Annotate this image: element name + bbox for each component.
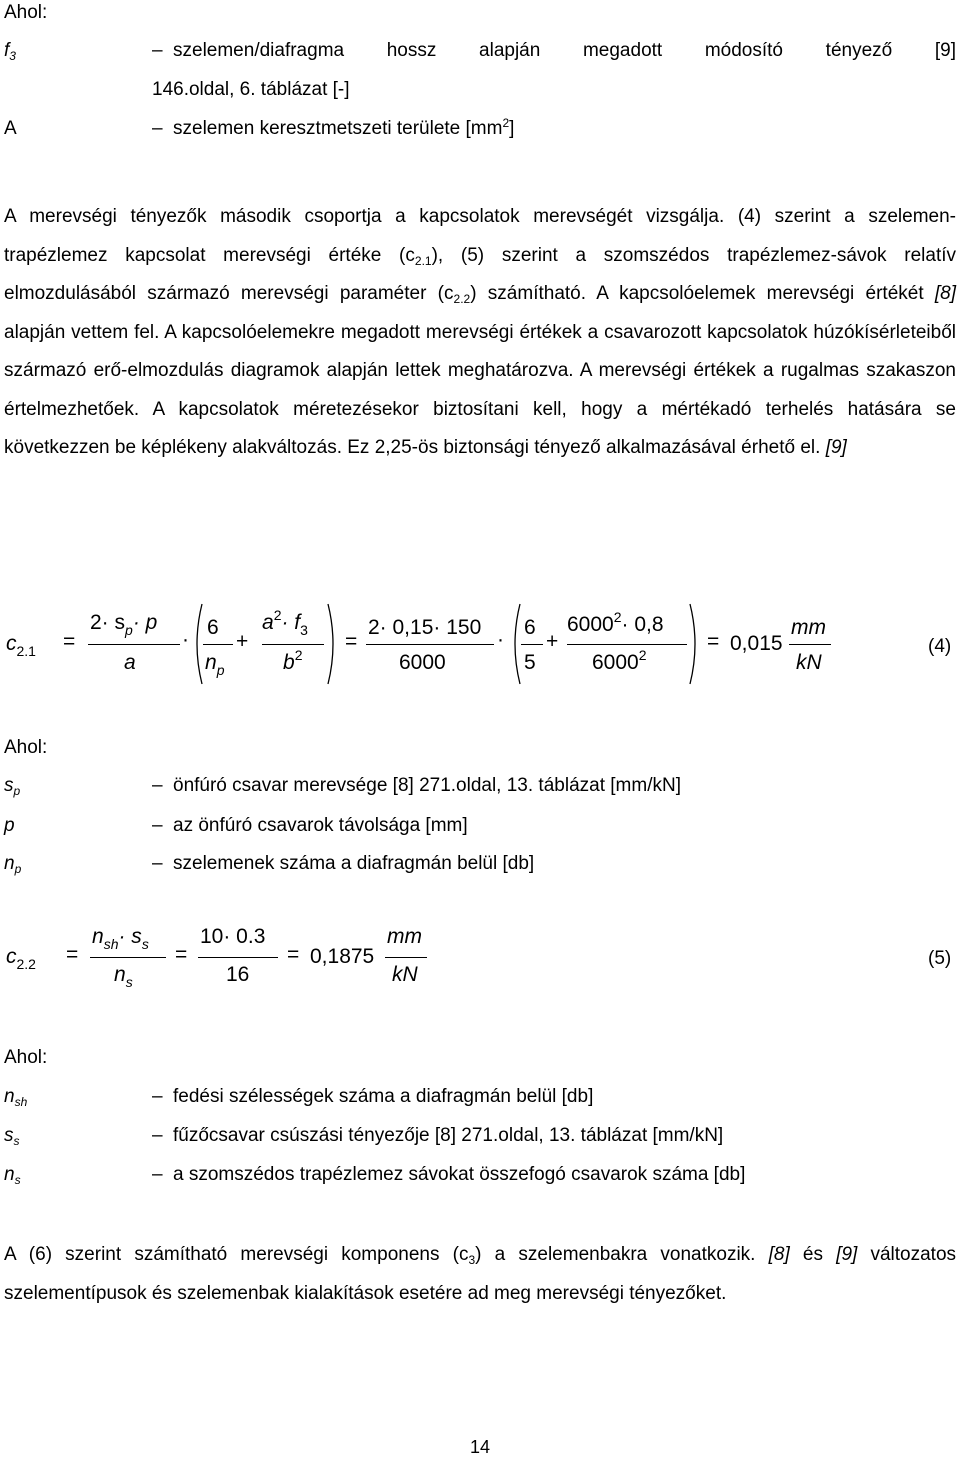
eq4-a2f3: $a^2\cdot f_3$ [262, 607, 308, 638]
eq4-fraction-bar-3 [262, 644, 324, 645]
eq4-b2: $b^2$ [283, 647, 303, 674]
ns-description: a szomszédos trapézlemez sávokat összefogó csavarok száma [db] [173, 1164, 746, 1185]
eq4-plus: + [236, 630, 249, 653]
ahol-label-2: Ahol: [4, 737, 48, 758]
p-description: az önfúró csavarok távolsága [mm] [173, 815, 468, 836]
eq5-equals-2: = [175, 943, 188, 966]
paragraph-c3-component: A (6) szerint számítható merevségi komponens $(c_3)$ a szelemenbakra vonatkozik. [8] és [9] változatos szelementípusok és szelemenbak kialakítások esetére ad meg merevségi tényezőket. [4, 1244, 957, 1304]
A-description: szelemen keresztmetszeti területe $[mm^2]$ [173, 116, 515, 139]
eq4-result: 0,015 [730, 632, 783, 655]
dash: – [152, 1086, 163, 1107]
symbol-np: $n_p$ [4, 853, 22, 876]
symbol-p: p [4, 815, 15, 836]
eq4-six: 6 [207, 616, 219, 639]
eq4-num3: $6000^2\cdot 0,8$ [567, 609, 664, 636]
eq4-fraction-bar-6 [567, 644, 687, 645]
symbol-ss: $s_s$ [4, 1125, 20, 1148]
ss-description: fűzőcsavar csúszási tényezője [8] 271.oldal, 13. táblázat [mm/kN] [173, 1125, 724, 1146]
symbol-nsh: $n_{sh}$ [4, 1086, 28, 1109]
eq4-np: $n_p$ [205, 651, 225, 678]
eq5-den: $n_s$ [114, 963, 133, 990]
f3-description-line2: 146.oldal, 6. táblázat [-] [152, 79, 350, 100]
eq4-num2: 2· 0,15· 150 [368, 616, 482, 639]
dash: – [152, 815, 163, 836]
eq4-five: 5 [524, 651, 536, 674]
eq4-equals-2: = [345, 630, 358, 653]
eq4-equals: = [63, 630, 76, 653]
dash: – [152, 118, 163, 139]
dash: – [152, 1125, 163, 1146]
eq4-right-paren-2 [688, 602, 702, 686]
equation-number-4: (4) [928, 636, 952, 657]
nsh-description: fedési szélességek száma a diafragmán belül [db] [173, 1086, 594, 1107]
eq5-equals-3: = [287, 943, 300, 966]
eq5-unit-bar [385, 957, 427, 958]
eq4-six-2: 6 [524, 616, 536, 639]
eq4-fraction-bar-2 [203, 644, 233, 645]
eq4-fraction-bar-1 [88, 644, 180, 645]
dash: – [152, 775, 163, 796]
eq4-den3: 6000$^2$ [592, 647, 647, 674]
sp-description: önfúró csavar merevsége [8] 271.oldal, 13. táblázat [mm/kN] [173, 775, 681, 796]
symbol-A: A [4, 118, 17, 139]
eq4-fraction-bar-5 [521, 644, 543, 645]
ahol-label-1: Ahol: [4, 2, 48, 23]
eq4-dot-2: · [497, 628, 504, 651]
symbol-ns: $n_s$ [4, 1164, 21, 1187]
eq5-result: 0,1875 [310, 945, 375, 968]
eq4-fraction-bar-4 [366, 644, 494, 645]
dash: – [152, 40, 163, 61]
eq5-lhs: $c_{2.2}$ [6, 945, 36, 972]
eq4-lhs: $c_{2.1}$ [6, 632, 36, 659]
equation-number-5: (5) [928, 948, 952, 969]
eq5-unit-num: mm [387, 925, 422, 948]
page-number: 14 [470, 1437, 491, 1457]
eq5-unit-den: kN [392, 963, 418, 986]
eq4-den2: 6000 [399, 651, 446, 674]
eq5-fraction-bar-1 [90, 957, 166, 958]
eq4-right-paren [326, 602, 340, 686]
eq4-left-paren [190, 602, 204, 686]
eq5-num2: 10· 0.3 [200, 925, 266, 948]
paragraph-stiffness-intro: A merevségi tényezők második csoportja a kapcsolatok merevségét vizsgálja. (4) szerint a szelemen-trapézlemez kapcsolat merevségi értéke $(c_{2.1})$, (5) szerint a szomszédos trapézlemez-sávok relatív elmozdulásából származó merevségi paraméter $(c_{2.2})$ számítható. A kapcsolóelemek merevségi értékét [8] alapján vettem fel. A kapcsolóelemekre megadott merevségi értékek a csavarozott kapcsolatok húzókísérleteiből származó erő-elmozdulás diagramok alapján lettek meghatározva. A merevségi értékek a rugalmas szakaszon értelmezhetőek. A kapcsolatok méretezésekor biztosítani kell, hogy a mértékadó terhelés hatására se következzen be képlékeny alakváltozás. Ez 2,25-ös biztonsági tényező alkalmazásával érhető el. [9] [4, 206, 956, 458]
dash: – [152, 853, 163, 874]
eq4-plus-2: + [546, 630, 559, 653]
symbol-f3: $f_3$ [4, 40, 16, 63]
np-description: szelemenek száma a diafragmán belül [db] [173, 853, 535, 874]
ahol-label-3: Ahol: [4, 1047, 48, 1068]
eq4-den1: a [124, 651, 136, 674]
eq4-unit-den: kN [796, 651, 822, 674]
eq5-fraction-bar-2 [198, 957, 278, 958]
dash: – [152, 1164, 163, 1185]
eq5-equals: = [66, 943, 79, 966]
eq4-equals-3: = [707, 630, 720, 653]
eq4-unit-num: mm [791, 616, 826, 639]
eq4-num1: $2\cdot s_p\cdot p$ [90, 611, 158, 638]
eq4-dot: · [182, 628, 189, 651]
f3-description-line1: szelemen/diafragma hossz alapján megadott módosító tényező [9] [173, 40, 956, 61]
eq4-unit-bar [789, 644, 831, 645]
eq5-num: $n_{sh}\cdot s_s$ [92, 925, 149, 952]
eq5-den2: 16 [226, 963, 250, 986]
eq4-left-paren-2 [508, 602, 522, 686]
symbol-sp: $s_p$ [4, 775, 21, 798]
